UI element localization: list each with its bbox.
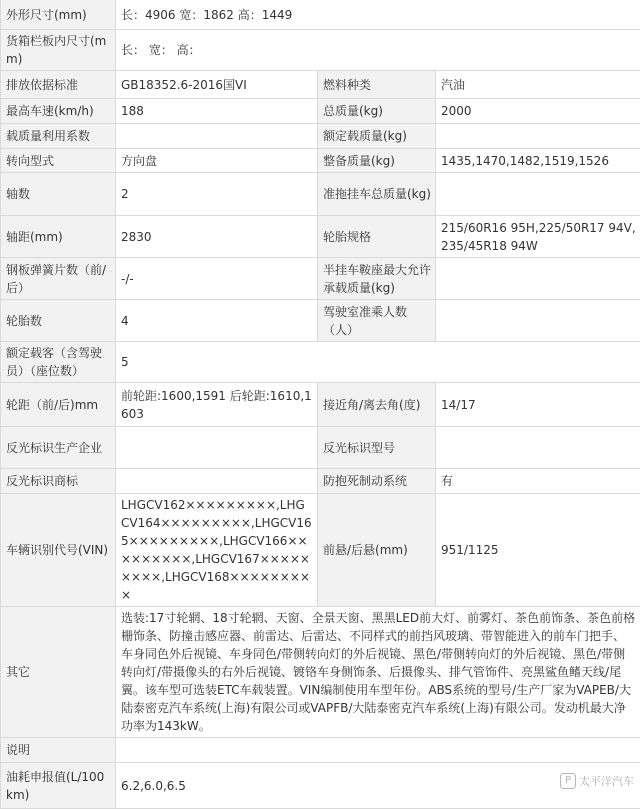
row-label: 货箱栏板内尺寸(mm) [1, 30, 116, 71]
table-row [1, 342, 640, 383]
row-label: 驾驶室准乘人数（人） [318, 300, 436, 342]
row-label: 轮距（前/后)mm [1, 383, 116, 427]
row-value: 有 [436, 469, 640, 494]
table-row [1, 99, 640, 124]
row-value: 4 [116, 300, 318, 342]
table-row [1, 0, 640, 30]
row-label: 接近角/离去角(度) [318, 383, 436, 427]
row-label: 排放依据标准 [1, 71, 116, 99]
row-label: 防抱死制动系统 [318, 469, 436, 494]
table-row [1, 469, 640, 494]
row-value: 5 [116, 342, 640, 383]
row-value: 选装:17寸轮辋、18寸轮辋、天窗、全景天窗、黑黑LED前大灯、前雾灯、茶色前饰条、茶色前格栅饰条、防撞击感应器、前雷达、后雷达、不同样式的前挡风玻璃、带智能进入的前车门把手、车身同色外后视镜、车身同色/带侧转向灯的外后视镜、黑色/带侧转向灯的外后视镜、黑色/带侧转向灯/带摄像头的右外后视镜、镀铬车身侧饰条、后摄像头、排气管饰件、亮黑鲨鱼鳍天线/尾翼。该车型可选装ETC车载装置。VIN编制使用车型年份。ABS系统的型号/生产厂家为VAPEB/大陆泰密克汽车系统(上海)有限公司或VAPFB/大陆泰密克汽车系统(上海)有限公司。发动机最大净功率为143kW。 [116, 607, 640, 738]
row-value [436, 173, 640, 216]
row-value [436, 300, 640, 342]
table-row [1, 30, 640, 71]
row-label: 油耗申报值(L/100km) [1, 763, 116, 809]
table-row [1, 607, 640, 738]
row-label: 轮胎规格 [318, 216, 436, 258]
pcauto-logo-icon: P [560, 773, 576, 789]
row-label: 其它 [1, 607, 116, 738]
table-row [1, 124, 640, 149]
row-value: 1435,1470,1482,1519,1526 [436, 149, 640, 173]
table-row [1, 494, 640, 607]
table-row [1, 258, 640, 300]
row-label: 额定载客（含驾驶员）（座位数） [1, 342, 116, 383]
row-value: 长： 宽： 高： [116, 30, 640, 71]
row-label: 反光标识商标 [1, 469, 116, 494]
row-label: 轴距(mm) [1, 216, 116, 258]
row-value [436, 427, 640, 469]
row-label: 轴数 [1, 173, 116, 216]
row-value [116, 738, 640, 763]
row-label: 说明 [1, 738, 116, 763]
table-row [1, 383, 640, 427]
row-label: 反光标识型号 [318, 427, 436, 469]
row-value [116, 124, 318, 149]
row-label: 最高车速(km/h) [1, 99, 116, 124]
table-row [1, 300, 640, 342]
row-value [116, 427, 318, 469]
row-value: LHGCV162×××××××××,LHGCV164×××××××××,LHGCV165×××××××××,LHGCV166×××××××××,LHGCV167×××××××××,LHGCV168××××××××× [116, 494, 318, 607]
table-row [1, 738, 640, 763]
row-label: 反光标识生产企业 [1, 427, 116, 469]
watermark [560, 773, 634, 789]
row-label: 轮胎数 [1, 300, 116, 342]
table-row [1, 427, 640, 469]
row-value: 215/60R16 95H,225/50R17 94V,235/45R18 94W [436, 216, 640, 258]
row-label: 半挂车鞍座最大允许承载质量(kg) [318, 258, 436, 300]
row-value: 前轮距:1600,1591 后轮距:1610,1603 [116, 383, 318, 427]
row-label: 钢板弹簧片数（前/后） [1, 258, 116, 300]
row-value: 188 [116, 99, 318, 124]
row-value [436, 124, 640, 149]
table-row [1, 149, 640, 173]
row-value: GB18352.6-2016国VI [116, 71, 318, 99]
row-value: 2000 [436, 99, 640, 124]
row-value: 方向盘 [116, 149, 318, 173]
row-label: 准拖挂车总质量(kg) [318, 173, 436, 216]
row-label: 外形尺寸(mm) [1, 0, 116, 30]
row-value: 汽油 [436, 71, 640, 99]
row-label: 前悬/后悬(mm) [318, 494, 436, 607]
table-row [1, 173, 640, 216]
row-label: 载质量利用系数 [1, 124, 116, 149]
table-row [1, 763, 640, 809]
row-label: 额定载质量(kg) [318, 124, 436, 149]
table-row [1, 71, 640, 99]
row-value: 14/17 [436, 383, 640, 427]
row-value [436, 258, 640, 300]
row-value: 2830 [116, 216, 318, 258]
row-value: 6.2,6.0,6.5 [116, 763, 640, 809]
row-label: 总质量(kg) [318, 99, 436, 124]
watermark-text: 太平洋汽车 [579, 773, 634, 789]
row-label: 整备质量(kg) [318, 149, 436, 173]
row-label: 车辆识别代号(VIN) [1, 494, 116, 607]
row-value: -/- [116, 258, 318, 300]
table-row [1, 216, 640, 258]
row-value: 2 [116, 173, 318, 216]
row-label: 燃料种类 [318, 71, 436, 99]
row-value [116, 469, 318, 494]
row-label: 转向型式 [1, 149, 116, 173]
row-value: 长：4906 宽：1862 高：1449 [116, 0, 640, 30]
row-value: 951/1125 [436, 494, 640, 607]
